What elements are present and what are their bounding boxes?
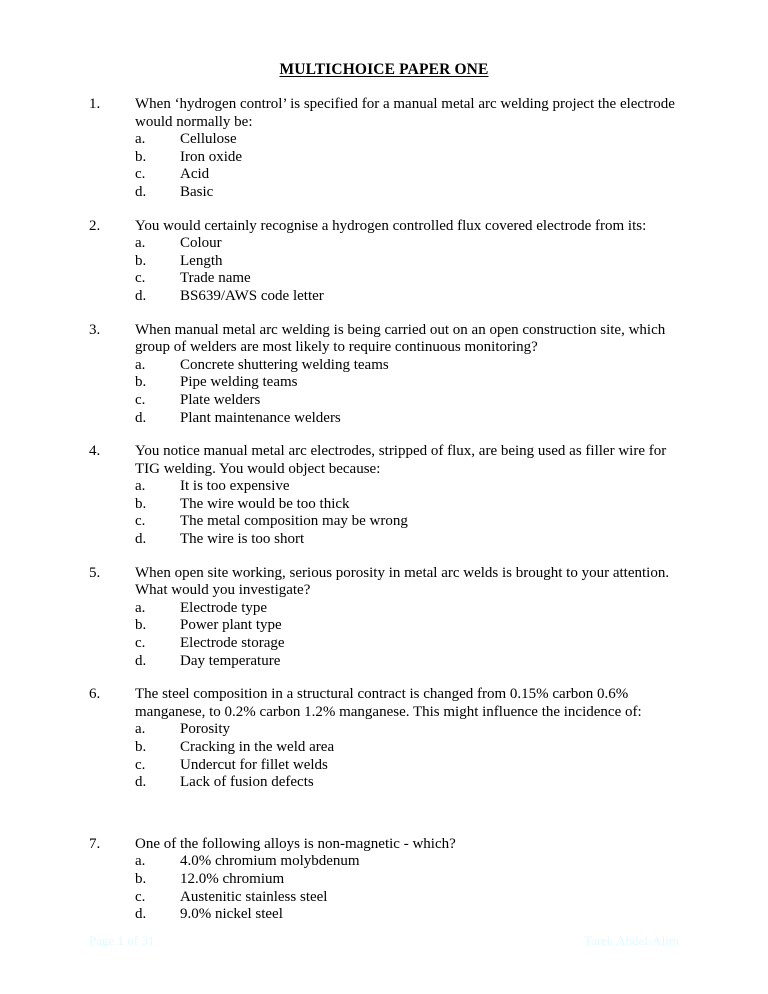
option-row[interactable] [135, 653, 681, 671]
page-title: MULTICHOICE PAPER ONE [279, 61, 489, 78]
question-block [89, 686, 681, 792]
questions-container [89, 96, 681, 940]
question-text: When open site working, serious porosity in metal arc welds is brought to your attention. What would you investigate? [135, 564, 670, 599]
option-row[interactable] [135, 131, 681, 149]
option-letter: c. [135, 756, 146, 773]
option-row[interactable] [135, 721, 681, 739]
option-text: Lack of fusion defects [180, 774, 314, 791]
option-list [89, 853, 681, 923]
option-letter: b. [135, 617, 147, 634]
question-row [89, 322, 681, 357]
option-row[interactable] [135, 235, 681, 253]
option-row[interactable] [135, 617, 681, 635]
option-list [89, 600, 681, 670]
option-row[interactable] [135, 288, 681, 306]
option-text: Colour [180, 235, 222, 252]
option-row[interactable] [135, 739, 681, 757]
option-row[interactable] [135, 478, 681, 496]
option-letter: a. [135, 478, 146, 495]
question-row [89, 96, 681, 131]
option-row[interactable] [135, 357, 681, 375]
option-row[interactable] [135, 774, 681, 792]
question-block [89, 96, 681, 202]
option-text: Trade name [180, 270, 251, 287]
option-text: 9.0% nickel steel [180, 906, 283, 923]
option-text: Cellulose [180, 131, 237, 148]
option-text: It is too expensive [180, 478, 290, 495]
option-text: 12.0% chromium [180, 870, 285, 887]
option-text: Undercut for fillet welds [180, 756, 328, 773]
question-row [89, 218, 681, 236]
question-block [89, 443, 681, 549]
option-letter: a. [135, 356, 146, 373]
question-number: 3. [89, 321, 101, 338]
option-row[interactable] [135, 166, 681, 184]
question-text: One of the following alloys is non-magnetic - which? [135, 835, 456, 852]
option-letter: b. [135, 739, 147, 755]
question-text: The steel composition in a structural contract is changed from 0.15% carbon 0.6% manganese, to 0.2% carbon 1.2% manganese. This might influence the incidence of: [135, 686, 642, 720]
question-number: 2. [89, 217, 101, 234]
option-text: Concrete shuttering welding teams [180, 356, 389, 373]
option-text: Iron oxide [180, 148, 243, 165]
option-row[interactable] [135, 410, 681, 428]
option-letter: d. [135, 183, 147, 200]
question-block [89, 836, 681, 924]
option-row[interactable] [135, 635, 681, 653]
option-text: 4.0% chromium molybdenum [180, 853, 360, 870]
question-text: You would certainly recognise a hydrogen controlled flux covered electrode from its: [135, 217, 647, 234]
question-block [89, 218, 681, 306]
option-letter: c. [135, 635, 146, 652]
question-row [89, 565, 681, 600]
question-row [89, 686, 681, 721]
option-letter: a. [135, 853, 146, 870]
option-letter: b. [135, 870, 147, 887]
option-list [89, 357, 681, 427]
footer-author: Tarek Abdel-Alim [584, 933, 679, 948]
option-text: Power plant type [180, 617, 282, 634]
option-letter: b. [135, 252, 147, 269]
option-list [89, 478, 681, 548]
option-letter: a. [135, 131, 146, 148]
question-number: 6. [89, 686, 101, 703]
option-letter: d. [135, 774, 147, 791]
option-letter: c. [135, 270, 146, 287]
question-number: 4. [89, 443, 101, 460]
option-text: Length [180, 252, 223, 269]
option-text: Electrode storage [180, 635, 285, 652]
option-row[interactable] [135, 531, 681, 549]
option-letter: c. [135, 513, 146, 530]
option-letter: c. [135, 888, 146, 905]
question-row [89, 836, 681, 854]
option-letter: b. [135, 495, 147, 512]
question-text: You notice manual metal arc electrodes, stripped of flux, are being used as filler wire for TIG welding. You would object because: [135, 443, 667, 477]
option-text: Porosity [180, 721, 231, 738]
question-block [89, 565, 681, 671]
option-row[interactable] [135, 853, 681, 871]
option-row[interactable] [135, 600, 681, 618]
option-letter: c. [135, 166, 146, 183]
question-number: 1. [89, 96, 101, 112]
option-text: BS639/AWS code letter [180, 287, 324, 304]
question-block [89, 322, 681, 428]
page-footer [89, 933, 679, 949]
option-text: Cracking in the weld area [180, 739, 335, 755]
option-text: Plate welders [180, 391, 261, 408]
option-row[interactable] [135, 871, 681, 889]
option-list [89, 131, 681, 201]
option-text: Day temperature [180, 652, 281, 669]
option-text: Acid [180, 166, 210, 183]
footer-page-number: Page 1 of 31 [89, 933, 155, 948]
question-text: When manual metal arc welding is being carried out on an open construction site, which group of welders are most likely to require continuous monitoring? [135, 321, 666, 356]
option-row[interactable] [135, 757, 681, 775]
option-list [89, 721, 681, 791]
option-row[interactable] [135, 253, 681, 271]
option-row[interactable] [135, 392, 681, 410]
option-text: Electrode type [180, 599, 268, 616]
option-text: Basic [180, 183, 214, 200]
option-row[interactable] [135, 906, 681, 924]
option-row[interactable] [135, 270, 681, 288]
question-row [89, 443, 681, 478]
option-row[interactable] [135, 513, 681, 531]
option-letter: d. [135, 409, 147, 426]
option-letter: b. [135, 374, 147, 391]
option-letter: d. [135, 906, 147, 923]
option-text: The wire is too short [180, 531, 305, 548]
option-letter: d. [135, 531, 147, 548]
option-letter: a. [135, 599, 146, 616]
question-number: 7. [89, 835, 101, 852]
option-text: The wire would be too thick [180, 495, 350, 512]
option-letter: a. [135, 235, 146, 252]
option-row[interactable] [135, 149, 681, 167]
option-letter: b. [135, 148, 147, 165]
option-text: Plant maintenance welders [180, 409, 341, 426]
option-letter: d. [135, 287, 147, 304]
option-text: Pipe welding teams [180, 374, 298, 391]
option-row[interactable] [135, 496, 681, 514]
option-letter: c. [135, 391, 146, 408]
option-row[interactable] [135, 184, 681, 202]
option-letter: a. [135, 721, 146, 738]
option-text: Austenitic stainless steel [180, 888, 328, 905]
option-row[interactable] [135, 374, 681, 392]
option-text: The metal composition may be wrong [180, 513, 408, 530]
option-list [89, 235, 681, 305]
option-letter: d. [135, 652, 147, 669]
option-row[interactable] [135, 889, 681, 907]
question-number: 5. [89, 564, 101, 581]
question-text: When ‘hydrogen control’ is specified for a manual metal arc welding project the electrode would normally be: [135, 96, 675, 130]
